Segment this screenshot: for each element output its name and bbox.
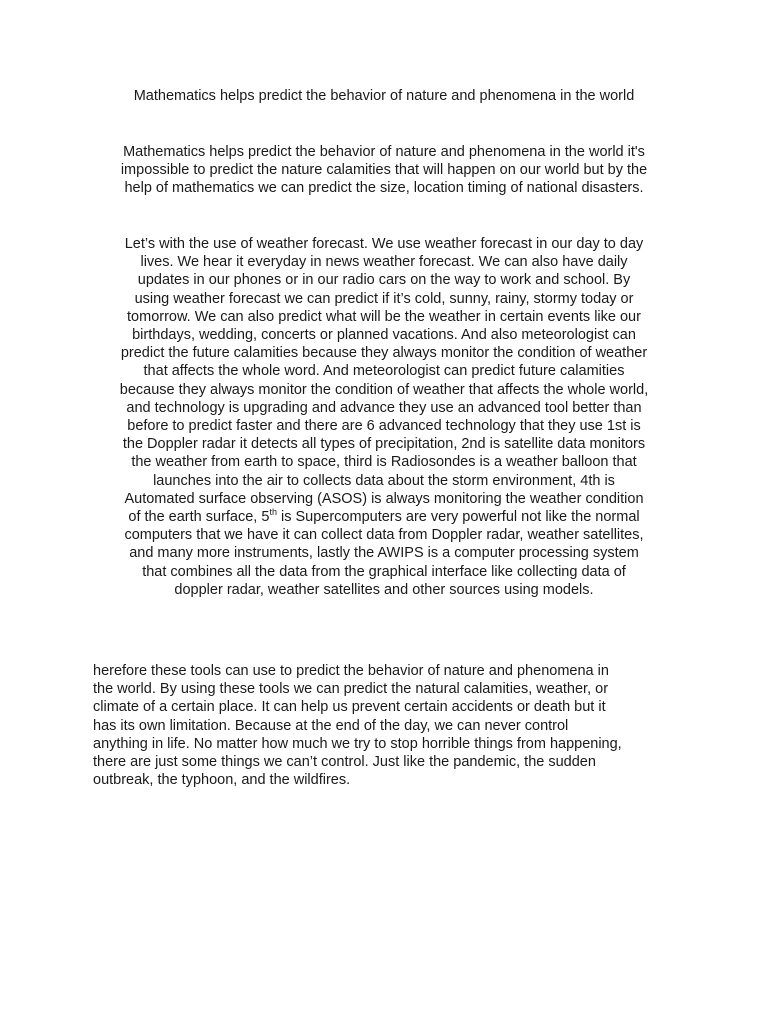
paragraph-line: launches into the air to collects data about the storm environment, 4th is xyxy=(153,472,615,489)
paragraph-line: computers that we have it can collect data from Doppler radar, weather satellites, xyxy=(124,527,644,544)
paragraph-line: and many more instruments, lastly the AWIPS is a computer processing system xyxy=(129,545,639,562)
ordinal-superscript: th xyxy=(269,507,277,518)
line-text-after: is Supercomputers are very powerful not like the normal xyxy=(276,509,640,526)
paragraph-line: and technology is upgrading and advance they use an advanced tool better than xyxy=(126,399,642,416)
line-text-before: of the earth surface, 5 xyxy=(128,509,270,526)
paragraph-line: has its own limitation. Because at the end of the day, we can never control xyxy=(93,717,569,734)
paragraph-line: that combines all the data from the graphical interface like collecting data of xyxy=(142,563,626,580)
paragraph-line: the Doppler radar it detects all types of precipitation, 2nd is satellite data monitors xyxy=(122,436,646,453)
paragraph-line: using weather forecast we can predict if it’s cold, sunny, rainy, stormy today or xyxy=(134,290,634,307)
paragraph-line: doppler radar, weather satellites and other sources using models. xyxy=(174,581,594,598)
paragraph-line: before to predict faster and there are 6 advanced technology that they use 1st is xyxy=(127,418,641,435)
paragraph-line: updates in our phones or in our radio cars on the way to work and school. By xyxy=(137,272,631,289)
paragraph-line: the weather from earth to space, third is Radiosondes is a weather balloon that xyxy=(131,454,637,471)
paragraph-line: birthdays, wedding, concerts or planned vacations. And also meteorologist can xyxy=(132,327,636,344)
paragraph-line: climate of a certain place. It can help us prevent certain accidents or death but it xyxy=(93,699,606,716)
paragraph-line: outbreak, the typhoon, and the wildfires. xyxy=(93,772,351,789)
paragraph-line: predict the future calamities because they always monitor the condition of weather xyxy=(120,345,648,362)
paragraph-line: anything in life. No matter how much we try to stop horrible things from happening, xyxy=(93,735,622,752)
paragraph-line: tomorrow. We can also predict what will be the weather in certain events like our xyxy=(127,308,641,325)
paragraph-conclusion xyxy=(93,662,713,789)
paragraph-line: that affects the whole word. And meteorologist can predict future calamities xyxy=(143,363,625,380)
paragraph-line: Let’s with the use of weather forecast. We use weather forecast in our day to day xyxy=(124,236,644,252)
paragraph-line xyxy=(60,508,708,526)
paragraph-line: lives. We hear it everyday in news weather forecast. We can also have daily xyxy=(140,254,628,271)
paragraph-line: Mathematics helps predict the behavior of nature and phenomena in the world it's xyxy=(123,144,645,160)
paragraph-line: herefore these tools can use to predict the behavior of nature and phenomena in xyxy=(93,663,609,679)
paragraph-intro xyxy=(60,143,708,198)
paragraph-line: the world. By using these tools we can predict the natural calamities, weather, or xyxy=(93,681,609,698)
paragraph-line: help of mathematics we can predict the size, location timing of national disasters. xyxy=(124,180,644,197)
document-title: Mathematics helps predict the behavior of nature and phenomena in the world xyxy=(133,88,635,104)
paragraph-line: Automated surface observing (ASOS) is always monitoring the weather condition xyxy=(124,490,644,507)
paragraph-weather-forecast xyxy=(60,235,708,599)
paragraph-line: because they always monitor the condition of weather that affects the whole world, xyxy=(119,381,649,398)
paragraph-line: impossible to predict the nature calamities that will happen on our world but by the xyxy=(120,162,648,179)
paragraph-line: there are just some things we can’t control. Just like the pandemic, the sudden xyxy=(93,754,596,771)
